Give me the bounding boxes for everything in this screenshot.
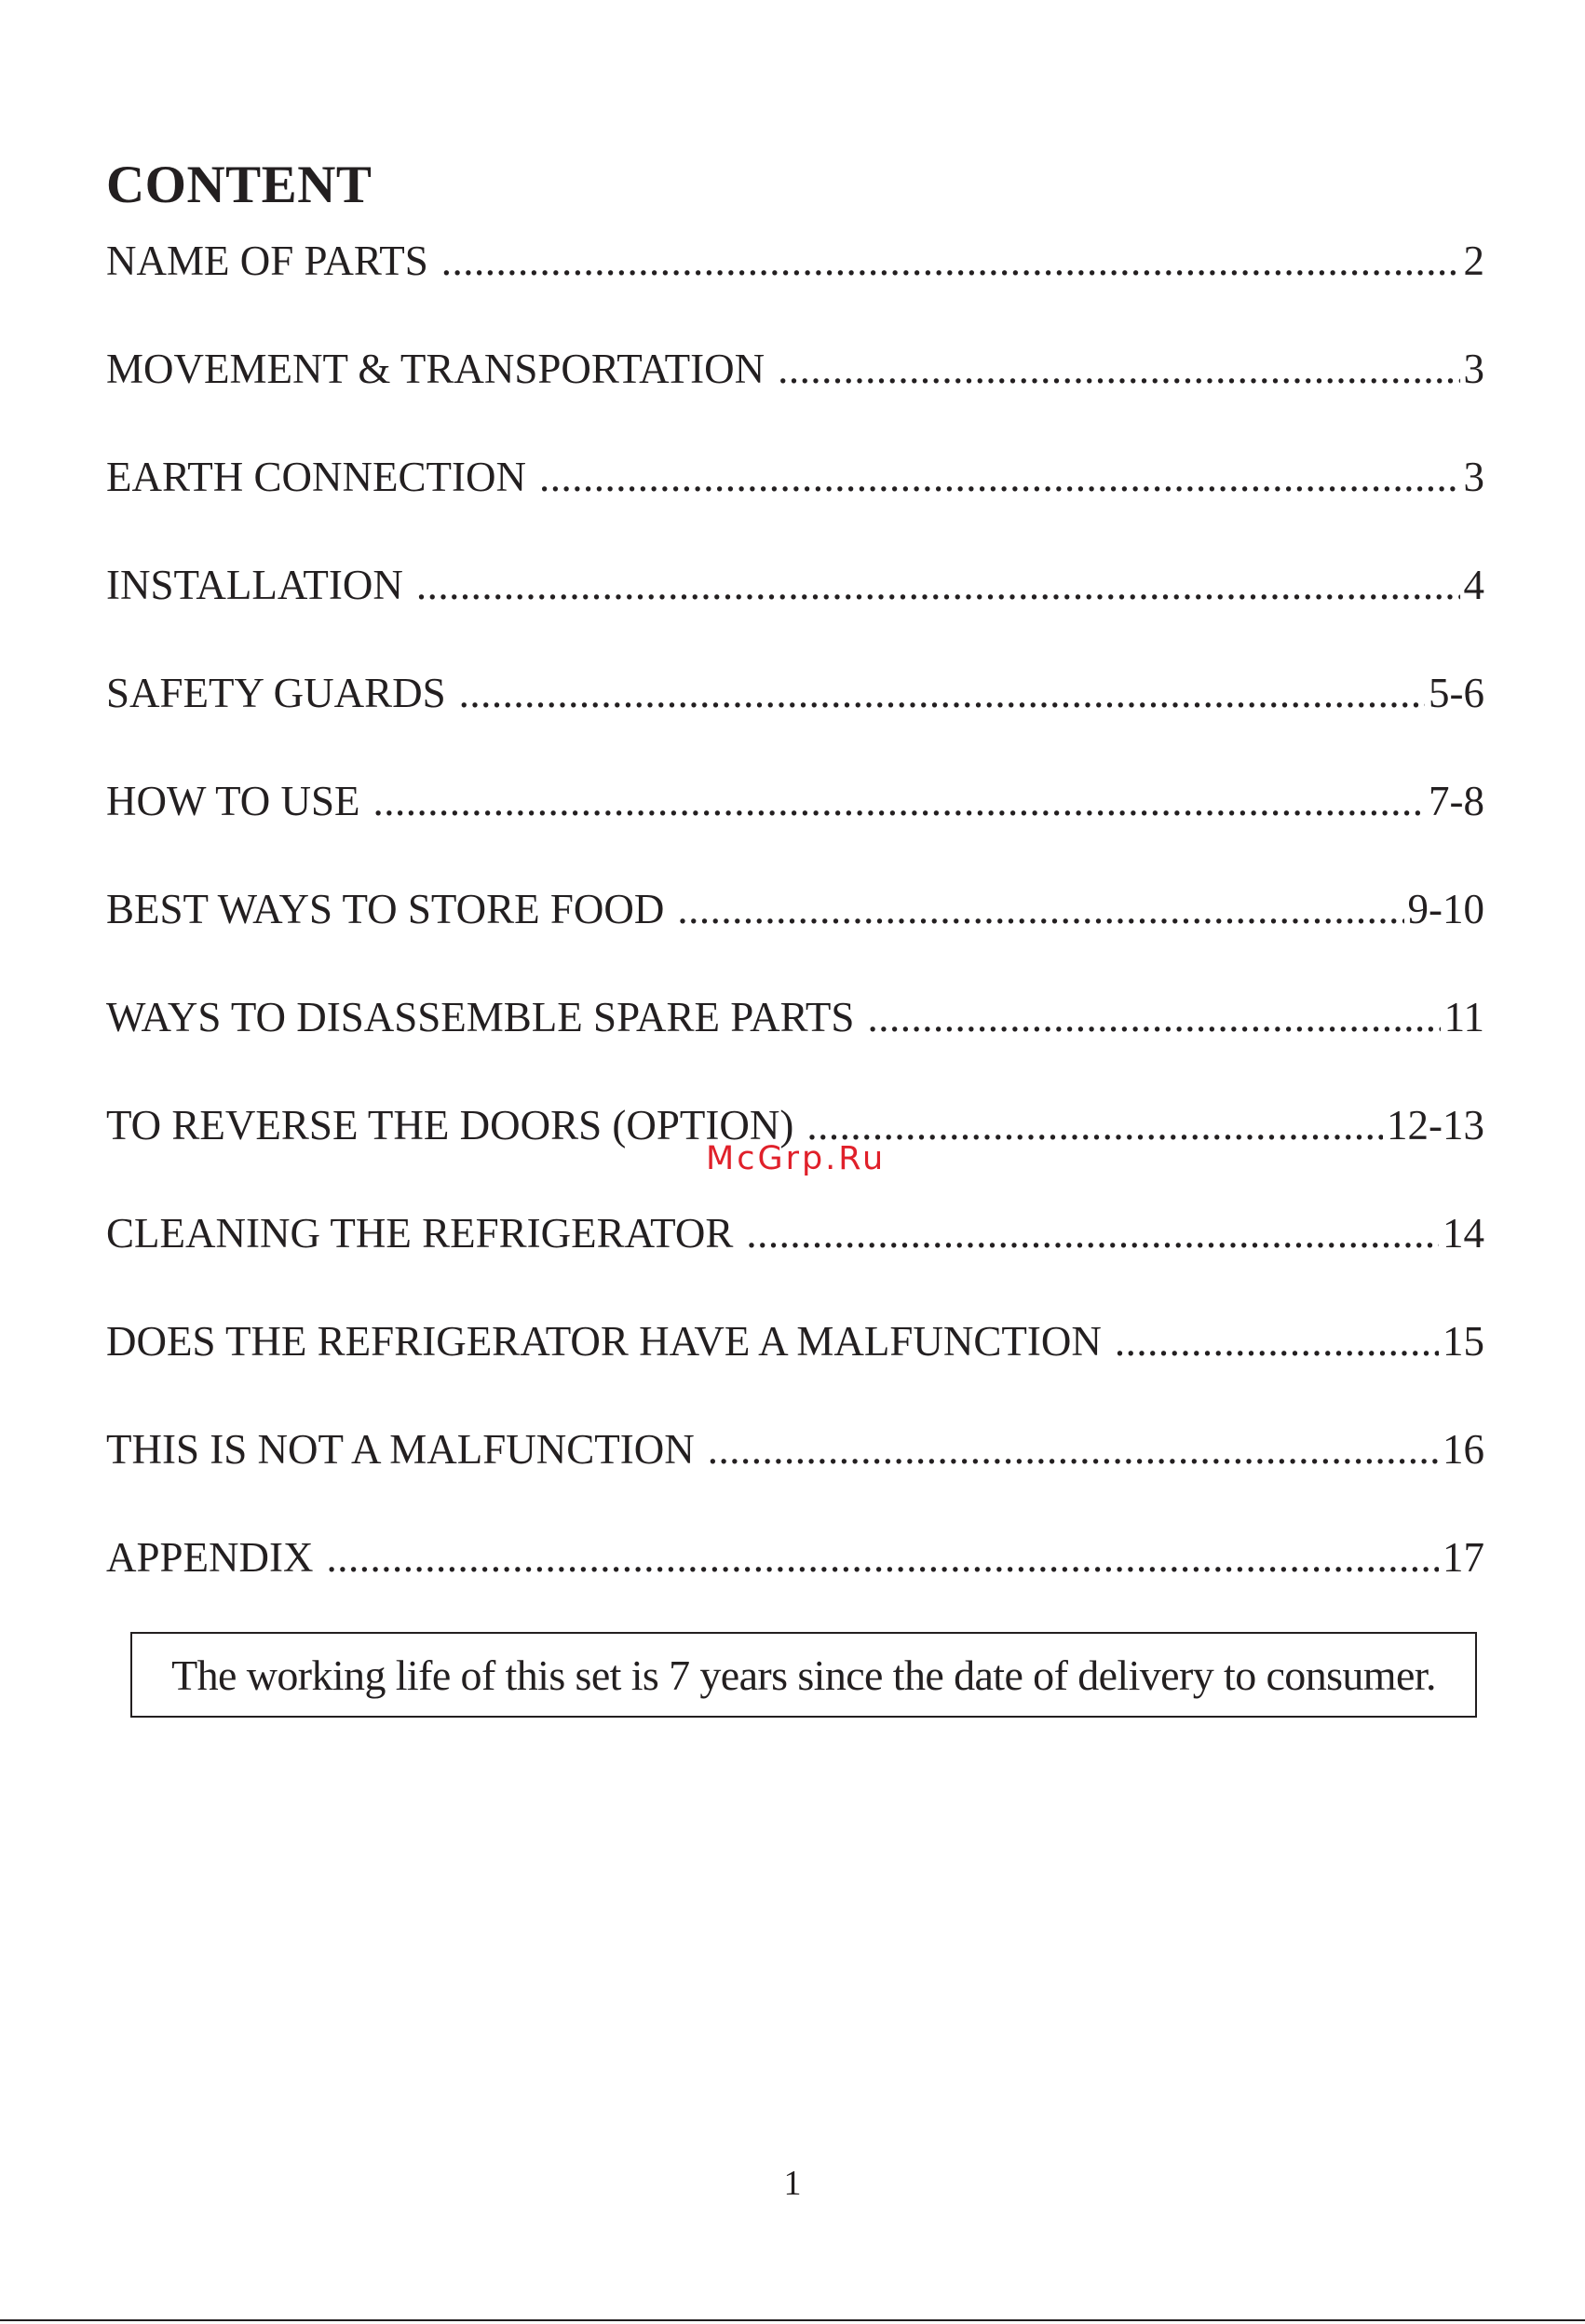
- toc-entry-page: 2: [1463, 238, 1484, 284]
- toc-entry-not-a-malfunction: [106, 1412, 1484, 1520]
- toc-entry-title: EARTH CONNECTION: [106, 454, 527, 500]
- bottom-rule: [0, 2319, 1585, 2321]
- watermark: McGrp.Ru: [706, 1140, 887, 1177]
- toc-entry-page: 12-13: [1387, 1102, 1484, 1148]
- toc-dot-leader: [1115, 1304, 1439, 1379]
- toc-entry-page: 14: [1443, 1210, 1484, 1257]
- toc-entry-title: DOES THE REFRIGERATOR HAVE A MALFUNCTION: [106, 1318, 1102, 1365]
- toc-dot-leader: [806, 1088, 1383, 1162]
- toc-entry-safety-guards: [106, 656, 1484, 764]
- toc-entry-page: 17: [1443, 1534, 1484, 1581]
- toc-entry-title: TO REVERSE THE DOORS (OPTION): [106, 1102, 794, 1148]
- toc-entry-best-ways-to-store-food: [106, 872, 1484, 980]
- toc-entry-title: THIS IS NOT A MALFUNCTION: [106, 1426, 695, 1473]
- toc-entry-title: HOW TO USE: [106, 778, 360, 824]
- toc-dot-leader: [327, 1520, 1439, 1595]
- toc-dot-leader: [746, 1196, 1439, 1271]
- toc-entry-page: 4: [1463, 562, 1484, 608]
- toc-dot-leader: [867, 980, 1440, 1054]
- toc-dot-leader: [441, 224, 1460, 298]
- toc-entry-page: 3: [1463, 454, 1484, 500]
- toc-entry-malfunction: [106, 1304, 1484, 1412]
- toc-entry-title: BEST WAYS TO STORE FOOD: [106, 886, 665, 932]
- toc-entry-appendix: [106, 1520, 1484, 1628]
- working-life-notice-text: The working life of this set is 7 years since the date of delivery to consumer.: [171, 1651, 1436, 1699]
- toc-dot-leader: [677, 872, 1403, 946]
- page-number: 1: [783, 2164, 802, 2203]
- toc-dot-leader: [416, 548, 1460, 622]
- toc-dot-leader: [459, 656, 1425, 730]
- toc-entry-page: 3: [1463, 346, 1484, 392]
- toc-entry-title: NAME OF PARTS: [106, 238, 428, 284]
- toc-entry-title: MOVEMENT & TRANSPORTATION: [106, 346, 765, 392]
- toc-entry-cleaning: [106, 1196, 1484, 1304]
- page-title: CONTENT: [106, 156, 373, 214]
- toc-entry-earth-connection: [106, 440, 1484, 548]
- toc-dot-leader: [708, 1412, 1439, 1487]
- toc-entry-movement-transportation: [106, 332, 1484, 440]
- working-life-notice: [130, 1632, 1477, 1718]
- toc-entry-page: 5-6: [1429, 670, 1484, 716]
- toc-entry-title: APPENDIX: [106, 1534, 314, 1581]
- toc-entry-how-to-use: [106, 764, 1484, 872]
- toc-entry-installation: [106, 548, 1484, 656]
- toc-entry-title: SAFETY GUARDS: [106, 670, 446, 716]
- toc-entry-title: CLEANING THE REFRIGERATOR: [106, 1210, 734, 1257]
- toc-entry-page: 16: [1443, 1426, 1484, 1473]
- table-of-contents: [106, 224, 1484, 1628]
- toc-dot-leader: [778, 332, 1459, 406]
- toc-entry-title: WAYS TO DISASSEMBLE SPARE PARTS: [106, 994, 855, 1040]
- toc-entry-page: 15: [1443, 1318, 1484, 1365]
- toc-entry-page: 9-10: [1407, 886, 1484, 932]
- toc-entry-disassemble-spare-parts: [106, 980, 1484, 1088]
- toc-entry-page: 7-8: [1429, 778, 1484, 824]
- toc-entry-title: INSTALLATION: [106, 562, 403, 608]
- toc-dot-leader: [373, 764, 1425, 838]
- toc-entry-page: 11: [1443, 994, 1484, 1040]
- toc-entry-name-of-parts: [106, 224, 1484, 332]
- toc-dot-leader: [539, 440, 1459, 514]
